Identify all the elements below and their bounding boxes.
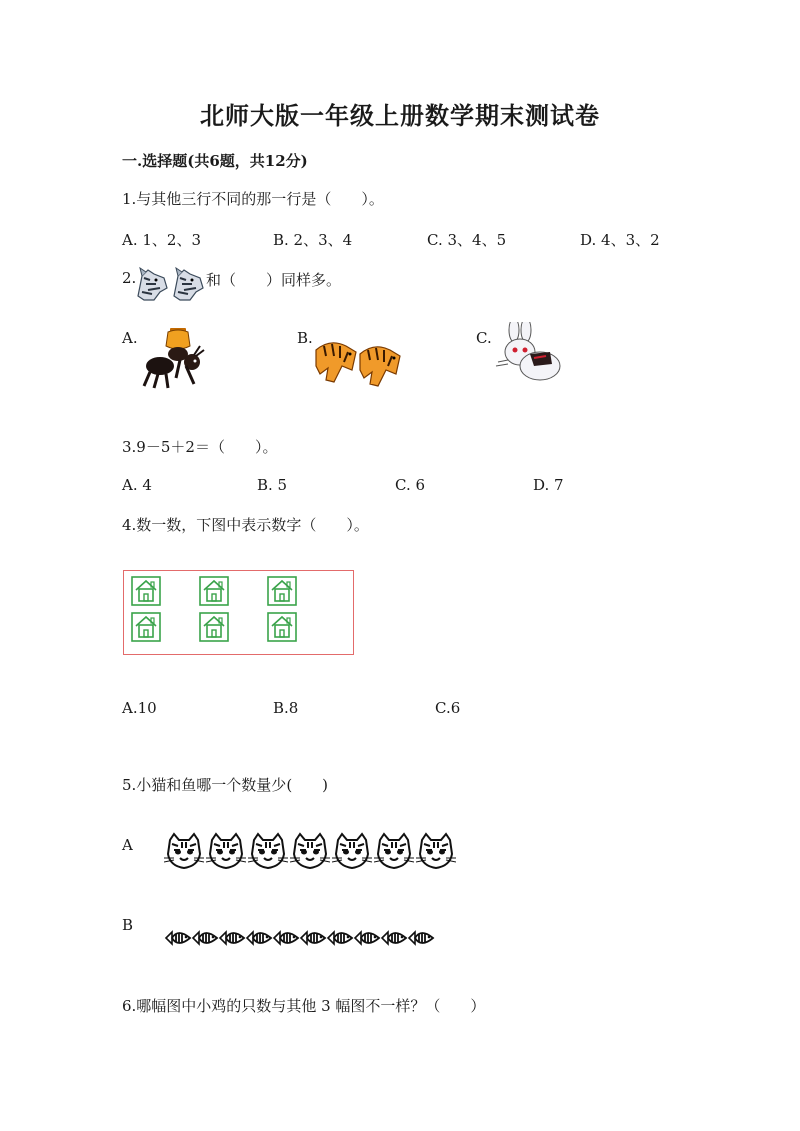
house-icon [131, 612, 161, 646]
house-count-box [123, 570, 354, 655]
cat-face-icon [332, 832, 370, 874]
house-icon [267, 612, 297, 646]
q2-option-a-label[interactable]: A. [122, 329, 138, 347]
rabbit-icon[interactable] [494, 322, 564, 388]
q1-option-d[interactable]: D. 4、3、2 [580, 231, 660, 249]
fish-row [164, 926, 434, 954]
tiger-icon[interactable] [312, 330, 404, 392]
cat-face-icon [416, 832, 454, 874]
question-5-text: 5.小猫和鱼哪一个数量少( ) [122, 776, 329, 794]
fish-icon [407, 926, 434, 954]
question-2-text: 和（ ）同样多。 [206, 271, 342, 289]
question-6-text: 6.哪幅图中小鸡的只数与其他 3 幅图不一样？（ ） [122, 997, 486, 1015]
house-icon [199, 612, 229, 646]
question-1-text: 1.与其他三行不同的那一行是（ ）。 [122, 190, 384, 208]
q2-option-b-label[interactable]: B. [297, 329, 313, 347]
q3-option-c[interactable]: C. 6 [395, 476, 426, 494]
q4-option-c[interactable]: C.6 [435, 699, 461, 717]
page-title: 北师大版一年级上册数学期末测试卷 [200, 101, 600, 130]
question-2-number: 2. [122, 269, 137, 287]
q2-option-c-label[interactable]: C. [476, 329, 492, 347]
fish-icon [245, 926, 272, 954]
q1-option-a[interactable]: A. 1、2、3 [122, 231, 201, 249]
cat-face-icon [206, 832, 244, 874]
q1-option-c[interactable]: C. 3、4、5 [427, 231, 507, 249]
fish-icon [326, 926, 353, 954]
section-heading: 一.选择题(共6题，共12分) [122, 152, 308, 170]
cat-face-icon [290, 832, 328, 874]
fish-icon [164, 926, 191, 954]
cat-face-icon [164, 832, 202, 874]
fish-icon [272, 926, 299, 954]
fish-icon [353, 926, 380, 954]
cat-face-icon [374, 832, 412, 874]
q4-option-b[interactable]: B.8 [273, 699, 299, 717]
q5-option-b-label[interactable]: B [122, 916, 134, 934]
question-3-text: 3.9－5＋2＝（ ）。 [122, 438, 278, 456]
fish-icon [299, 926, 326, 954]
house-icon [267, 576, 297, 610]
fish-icon [380, 926, 407, 954]
q3-option-a[interactable]: A. 4 [122, 476, 152, 494]
q4-option-a[interactable]: A.10 [122, 699, 157, 717]
question-4-text: 4.数一数，下图中表示数字（ ）。 [122, 516, 369, 534]
fish-icon [191, 926, 218, 954]
zebra-head-icon [134, 266, 206, 308]
cat-face-icon [248, 832, 286, 874]
house-icon [131, 576, 161, 610]
cat-row [164, 832, 458, 874]
fish-icon [218, 926, 245, 954]
q3-option-d[interactable]: D. 7 [533, 476, 564, 494]
ant-carrying-jar-icon[interactable] [140, 326, 210, 394]
q1-option-b[interactable]: B. 2、3、4 [273, 231, 353, 249]
q3-option-b[interactable]: B. 5 [257, 476, 288, 494]
q5-option-a-label[interactable]: A [122, 836, 133, 854]
house-icon [199, 576, 229, 610]
